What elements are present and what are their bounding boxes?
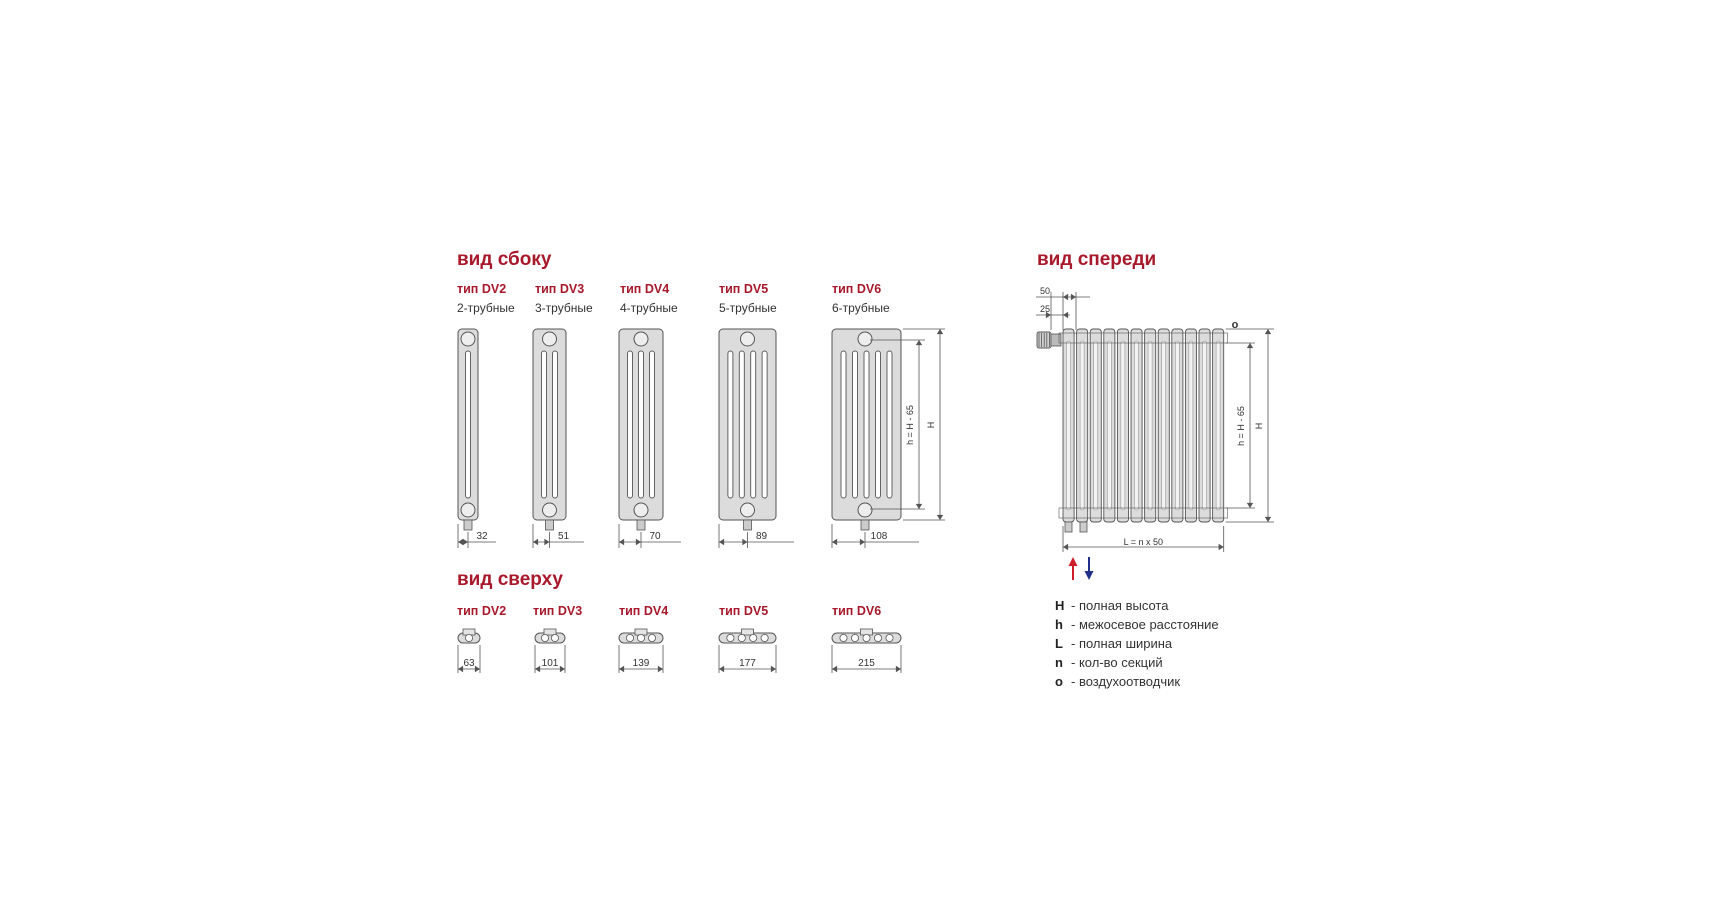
section-highlight — [1107, 341, 1111, 510]
dimension-arrow — [458, 539, 463, 545]
air-vent-mark: o — [1231, 319, 1239, 331]
dimension-arrow — [619, 666, 624, 672]
tube-slot — [639, 351, 644, 498]
top-depth-value-dv2: 63 — [463, 658, 475, 669]
tube-section — [541, 634, 548, 641]
tube-section — [738, 634, 745, 641]
dimension-arrow — [719, 539, 724, 545]
tube-section — [626, 634, 633, 641]
dimension-arrow — [1265, 329, 1271, 334]
tube-section — [648, 634, 655, 641]
top-depth-value-dv4: 139 — [632, 658, 650, 669]
top-type-label-dv4: тип DV4 — [619, 604, 669, 618]
top-connection-circle — [858, 332, 872, 346]
pipe-stub — [464, 520, 472, 530]
dimension-arrow — [1265, 517, 1271, 522]
depth-value-dv6: 108 — [870, 531, 888, 542]
tube-slot — [853, 351, 858, 498]
tube-section — [863, 634, 870, 641]
side-radiator-dv3 — [533, 329, 566, 530]
top-radiator-dv5 — [719, 629, 776, 643]
legend-item-n: n - кол-во секций — [1055, 655, 1163, 670]
tube-section — [874, 634, 881, 641]
top-connection-circle — [741, 332, 755, 346]
top-type-label-dv2: тип DV2 — [457, 604, 507, 618]
tube-slot — [864, 351, 869, 498]
top-radiator-dv4 — [619, 629, 663, 643]
section-highlight — [1203, 341, 1207, 510]
dimension-arrow — [458, 666, 463, 672]
section-highlight — [1148, 341, 1152, 510]
tube-slot — [466, 351, 471, 498]
dimension-arrow — [1247, 503, 1253, 508]
section-highlight — [1067, 341, 1071, 510]
tube-section — [465, 634, 472, 641]
side-radiator-dv4 — [619, 329, 663, 530]
tube-section — [886, 634, 893, 641]
depth-value-dv3: 51 — [557, 531, 570, 542]
section-highlight — [1216, 341, 1220, 510]
side-tubes-label-dv6: 6-трубные — [832, 301, 890, 315]
return-pipe — [1080, 522, 1087, 532]
dimension-arrow — [636, 539, 641, 545]
dimension-arrow — [535, 666, 540, 672]
legend-item-o: o - воздухоотводчик — [1055, 674, 1181, 689]
side-tubes-label-dv5: 5-трубные — [719, 301, 777, 315]
dimension-arrow — [832, 666, 837, 672]
return-arrow-head-icon — [1085, 571, 1094, 580]
tube-slot — [762, 351, 767, 498]
tube-slot — [887, 351, 892, 498]
side-type-label-dv6: тип DV6 — [832, 282, 882, 296]
dimension-arrow — [1063, 312, 1068, 318]
bottom-connection-circle — [634, 503, 648, 517]
tube-section — [851, 634, 858, 641]
tube-section — [750, 634, 757, 641]
side-tubes-label-dv3: 3-трубные — [535, 301, 593, 315]
side-radiator-dv5 — [719, 329, 776, 530]
dimension-arrow — [860, 539, 865, 545]
dimension-arrow — [937, 329, 943, 334]
side-type-label-dv3: тип DV3 — [535, 282, 585, 296]
dimension-arrow — [658, 666, 663, 672]
top-connection-circle — [461, 332, 475, 346]
tube-section — [761, 634, 768, 641]
dimension-arrow — [937, 515, 943, 520]
tube-section — [551, 634, 558, 641]
pipe-stub — [861, 520, 869, 530]
dim-50-label: 50 — [1039, 286, 1051, 296]
side-tubes-label-dv2: 2-трубные — [457, 301, 515, 315]
valve-body — [1051, 334, 1061, 346]
section-highlight — [1135, 341, 1139, 510]
tube-slot — [728, 351, 733, 498]
dimension-arrow — [1063, 544, 1068, 550]
pipe-stub — [546, 520, 554, 530]
depth-value-dv4: 70 — [649, 531, 661, 542]
top-view-connector — [742, 629, 754, 635]
dimension-arrow — [533, 539, 538, 545]
dimension-arrow — [619, 539, 624, 545]
side-radiator-dv6 — [832, 329, 901, 530]
dimension-arrow — [1063, 294, 1068, 300]
tube-slot — [628, 351, 633, 498]
top-depth-value-dv5: 177 — [739, 658, 756, 669]
front-radiator — [1037, 329, 1228, 532]
front-h-label: h = H - 65 — [1236, 406, 1246, 446]
top-depth-value-dv6: 215 — [858, 658, 875, 669]
section-highlight — [1080, 341, 1084, 510]
pipe-stub — [744, 520, 752, 530]
legend-item-L: L - полная ширина — [1055, 636, 1173, 651]
side-h-label: h = H - 65 — [905, 405, 915, 445]
section-highlight — [1121, 341, 1125, 510]
dimension-arrow — [742, 539, 747, 545]
top-view-heading: вид сверху — [457, 569, 563, 590]
bottom-connection-circle — [741, 503, 755, 517]
depth-value-dv2: 32 — [476, 531, 488, 542]
legend-item-H: H - полная высота — [1055, 598, 1169, 613]
tube-slot — [841, 351, 846, 498]
side-H-label: H — [926, 421, 936, 429]
side-type-label-dv4: тип DV4 — [620, 282, 670, 296]
tube-slot — [876, 351, 881, 498]
side-radiator-body — [533, 329, 566, 520]
side-type-label-dv2: тип DV2 — [457, 282, 507, 296]
dimension-arrow — [771, 666, 776, 672]
tube-section — [727, 634, 734, 641]
section-highlight — [1189, 341, 1193, 510]
tube-slot — [650, 351, 655, 498]
pipe-stub — [637, 520, 645, 530]
front-H-label: H — [1254, 422, 1264, 430]
tube-slot — [751, 351, 756, 498]
legend-item-h: h - межосевое расстояние — [1055, 617, 1219, 632]
top-radiator-dv2 — [458, 629, 480, 643]
top-radiator-dv3 — [535, 629, 565, 643]
dimension-arrow — [916, 340, 922, 345]
section-highlight — [1162, 341, 1166, 510]
tube-slot — [542, 351, 547, 498]
top-radiator-dv6 — [832, 629, 901, 643]
depth-value-dv5: 89 — [755, 531, 768, 542]
tube-section — [840, 634, 847, 641]
top-type-label-dv6: тип DV6 — [832, 604, 882, 618]
front-view-heading: вид спереди — [1037, 249, 1157, 270]
dimension-arrow — [1247, 343, 1253, 348]
dimension-arrow — [719, 666, 724, 672]
dimension-arrow — [832, 539, 837, 545]
bottom-connection-circle — [858, 503, 872, 517]
dimension-arrow — [916, 504, 922, 509]
side-type-label-dv5: тип DV5 — [719, 282, 769, 296]
dimension-arrow — [896, 666, 901, 672]
section-highlight — [1175, 341, 1179, 510]
dimension-arrow — [475, 666, 480, 672]
top-connection-circle — [543, 332, 557, 346]
dimension-arrow — [560, 666, 565, 672]
dimension-arrow — [1219, 544, 1224, 550]
L-label: L = n x 50 — [1123, 537, 1164, 547]
bottom-connection-circle — [543, 503, 557, 517]
side-view-heading: вид сбоку — [457, 249, 552, 270]
dimension-arrow — [544, 539, 549, 545]
tube-slot — [739, 351, 744, 498]
dimension-arrow — [463, 539, 468, 545]
tube-slot — [553, 351, 558, 498]
supply-pipe — [1065, 522, 1072, 532]
section-highlight — [1094, 341, 1098, 510]
dimension-arrow — [1071, 294, 1076, 300]
tube-section — [637, 634, 644, 641]
top-depth-value-dv3: 101 — [541, 658, 559, 669]
side-tubes-label-dv4: 4-трубные — [620, 301, 678, 315]
top-type-label-dv3: тип DV3 — [533, 604, 583, 618]
bottom-connection-circle — [461, 503, 475, 517]
dim-25-label: 25 — [1039, 304, 1051, 314]
top-connection-circle — [634, 332, 648, 346]
supply-arrow-head-icon — [1069, 557, 1078, 566]
top-type-label-dv5: тип DV5 — [719, 604, 769, 618]
side-radiator-dv2 — [458, 329, 478, 530]
